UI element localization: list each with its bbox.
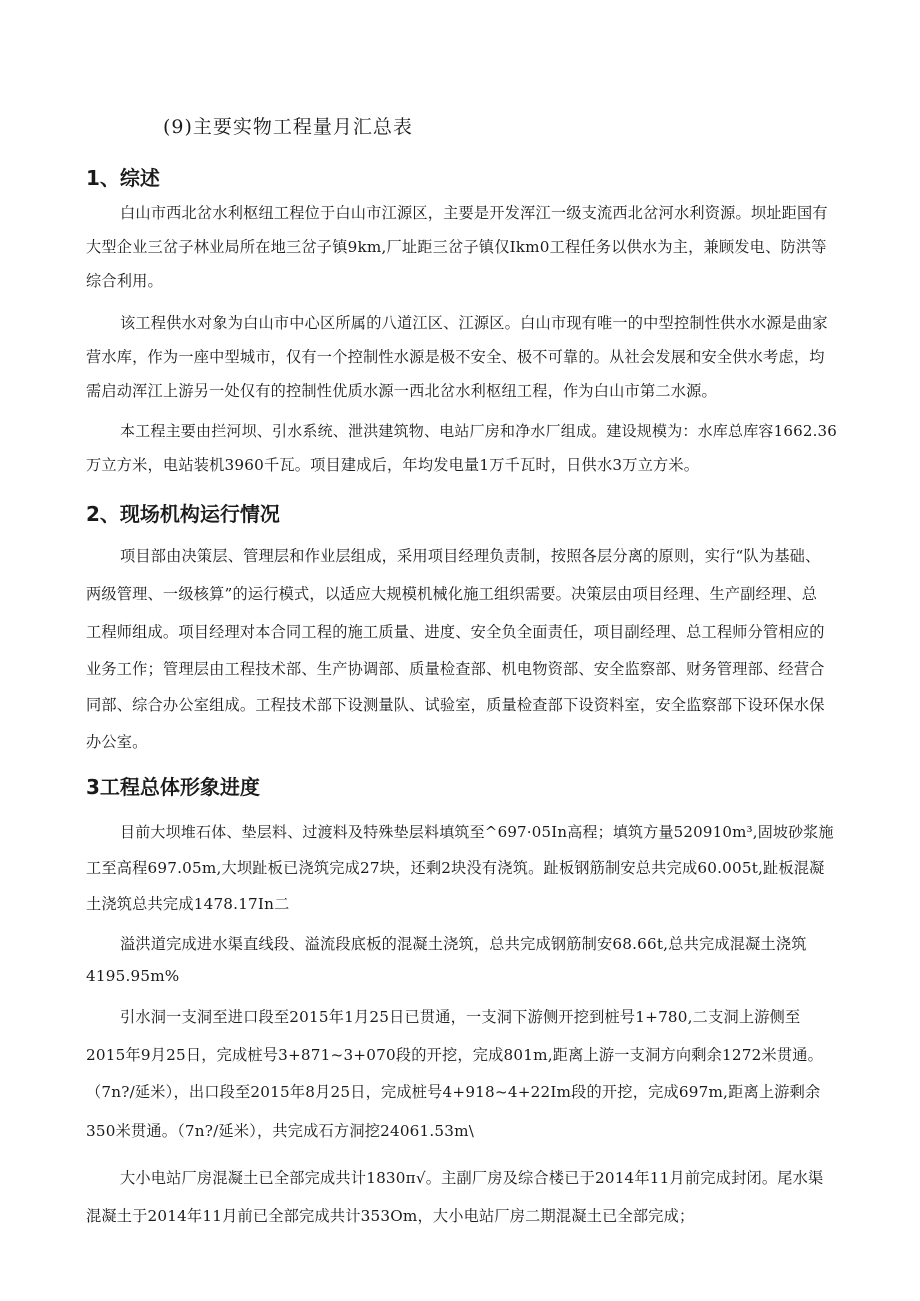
paragraph-line: 万立方米，电站装机3960千瓦。项目建成后，年均发电量1万千瓦时，日供水3万立方米。 xyxy=(86,456,700,474)
paragraph-line: 目前大坝堆石体、垫层料、过渡料及特殊垫层料填筑至^697·05In高程；填筑方量520910m³,固坡砂浆施 xyxy=(120,823,834,841)
paragraph-line: 溢洪道完成进水渠直线段、溢流段底板的混凝土浇筑，总共完成钢筋制安68.66t,总共完成混凝土浇筑 xyxy=(120,935,807,953)
section-heading-3: 3工程总体形象进度 xyxy=(86,775,260,799)
paragraph-line: 工至高程697.05m,大坝趾板已浇筑完成27块，还剩2块没有浇筑。趾板钢筋制安总共完成60.005t,趾板混凝 xyxy=(86,859,825,877)
paragraph-line: 工程师组成。项目经理对本合同工程的施工质量、进度、安全负全面责任，项目副经理、总工程师分管相应的 xyxy=(86,623,825,641)
document-title: (9)主要实物工程量月汇总表 xyxy=(163,116,413,138)
paragraph-line: 白山市西北岔水利枢纽工程位于白山市江源区，主要是开发浑江一级支流西北岔河水利资源。坝址距国有 xyxy=(120,204,828,222)
paragraph-line: 本工程主要由拦河坝、引水系统、泄洪建筑物、电站厂房和净水厂组成。建设规模为：水库总库容1662.36 xyxy=(120,422,838,440)
paragraph-line: 同部、综合办公室组成。工程技术部下设测量队、试验室，质量检查部下设资料室，安全监察部下设环保水保 xyxy=(86,696,825,714)
paragraph-line: 需启动浑江上游另一处仅有的控制性优质水源一西北岔水利枢纽工程，作为白山市第二水源。 xyxy=(86,382,717,400)
paragraph-line: 项目部由决策层、管理层和作业层组成，采用项目经理负责制，按照各层分离的原则，实行“队为基础、 xyxy=(120,547,821,565)
paragraph-line: 350米贯通。（7n?/延米），共完成石方洞挖24061.53m\ xyxy=(86,1122,475,1140)
paragraph-line: 引水洞一支洞至进口段至2015年1月25日已贯通，一支洞下游侧开挖到桩号1+780,二支洞上游侧至 xyxy=(120,1008,801,1026)
section-heading-1: 1、综述 xyxy=(86,166,160,190)
paragraph-line: 混凝土于2014年11月前已全部完成共计353Om，大小电站厂房二期混凝土已全部完成； xyxy=(86,1207,695,1225)
paragraph-line: 两级管理、一级核算”的运行模式，以适应大规模机械化施工组织需要。决策层由项目经理、生产副经理、总 xyxy=(86,585,818,603)
paragraph-line: 业务工作；管理层由工程技术部、生产协调部、质量检查部、机电物资部、安全监察部、财务管理部、经营合 xyxy=(86,660,825,678)
paragraph-line: （7n?/延米），出口段至2015年8月25日，完成桩号4+918~4+22Im段的开挖，完成697m,距离上游剩余 xyxy=(86,1083,821,1101)
paragraph-line: 2015年9月25日，完成桩号3+871~3+070段的开挖，完成801m,距离上游一支洞方向剩余1272米贯通。 xyxy=(86,1046,824,1064)
paragraph-line: 土浇筑总共完成1478.17In二 xyxy=(86,895,290,913)
paragraph-line: 大型企业三岔子林业局所在地三岔子镇9km,厂址距三岔子镇仅Ikm0工程任务以供水为主，兼顾发电、防洪等 xyxy=(86,238,827,256)
paragraph-line: 综合利用。 xyxy=(86,272,163,290)
paragraph-line: 4195.95m% xyxy=(86,967,180,985)
paragraph-line: 该工程供水对象为白山市中心区所属的八道江区、江源区。白山市现有唯一的中型控制性供水水源是曲家 xyxy=(120,314,828,332)
paragraph-line: 营水库，作为一座中型城市，仅有一个控制性水源是极不安全、极不可靠的。从社会发展和安全供水考虑，均 xyxy=(86,348,825,366)
paragraph-line: 办公室。 xyxy=(86,733,148,751)
section-heading-2: 2、现场机构运行情况 xyxy=(86,502,280,526)
paragraph-line: 大小电站厂房混凝土已全部完成共计1830π√。主副厂房及综合楼已于2014年11月前完成封闭。尾水渠 xyxy=(120,1169,824,1187)
